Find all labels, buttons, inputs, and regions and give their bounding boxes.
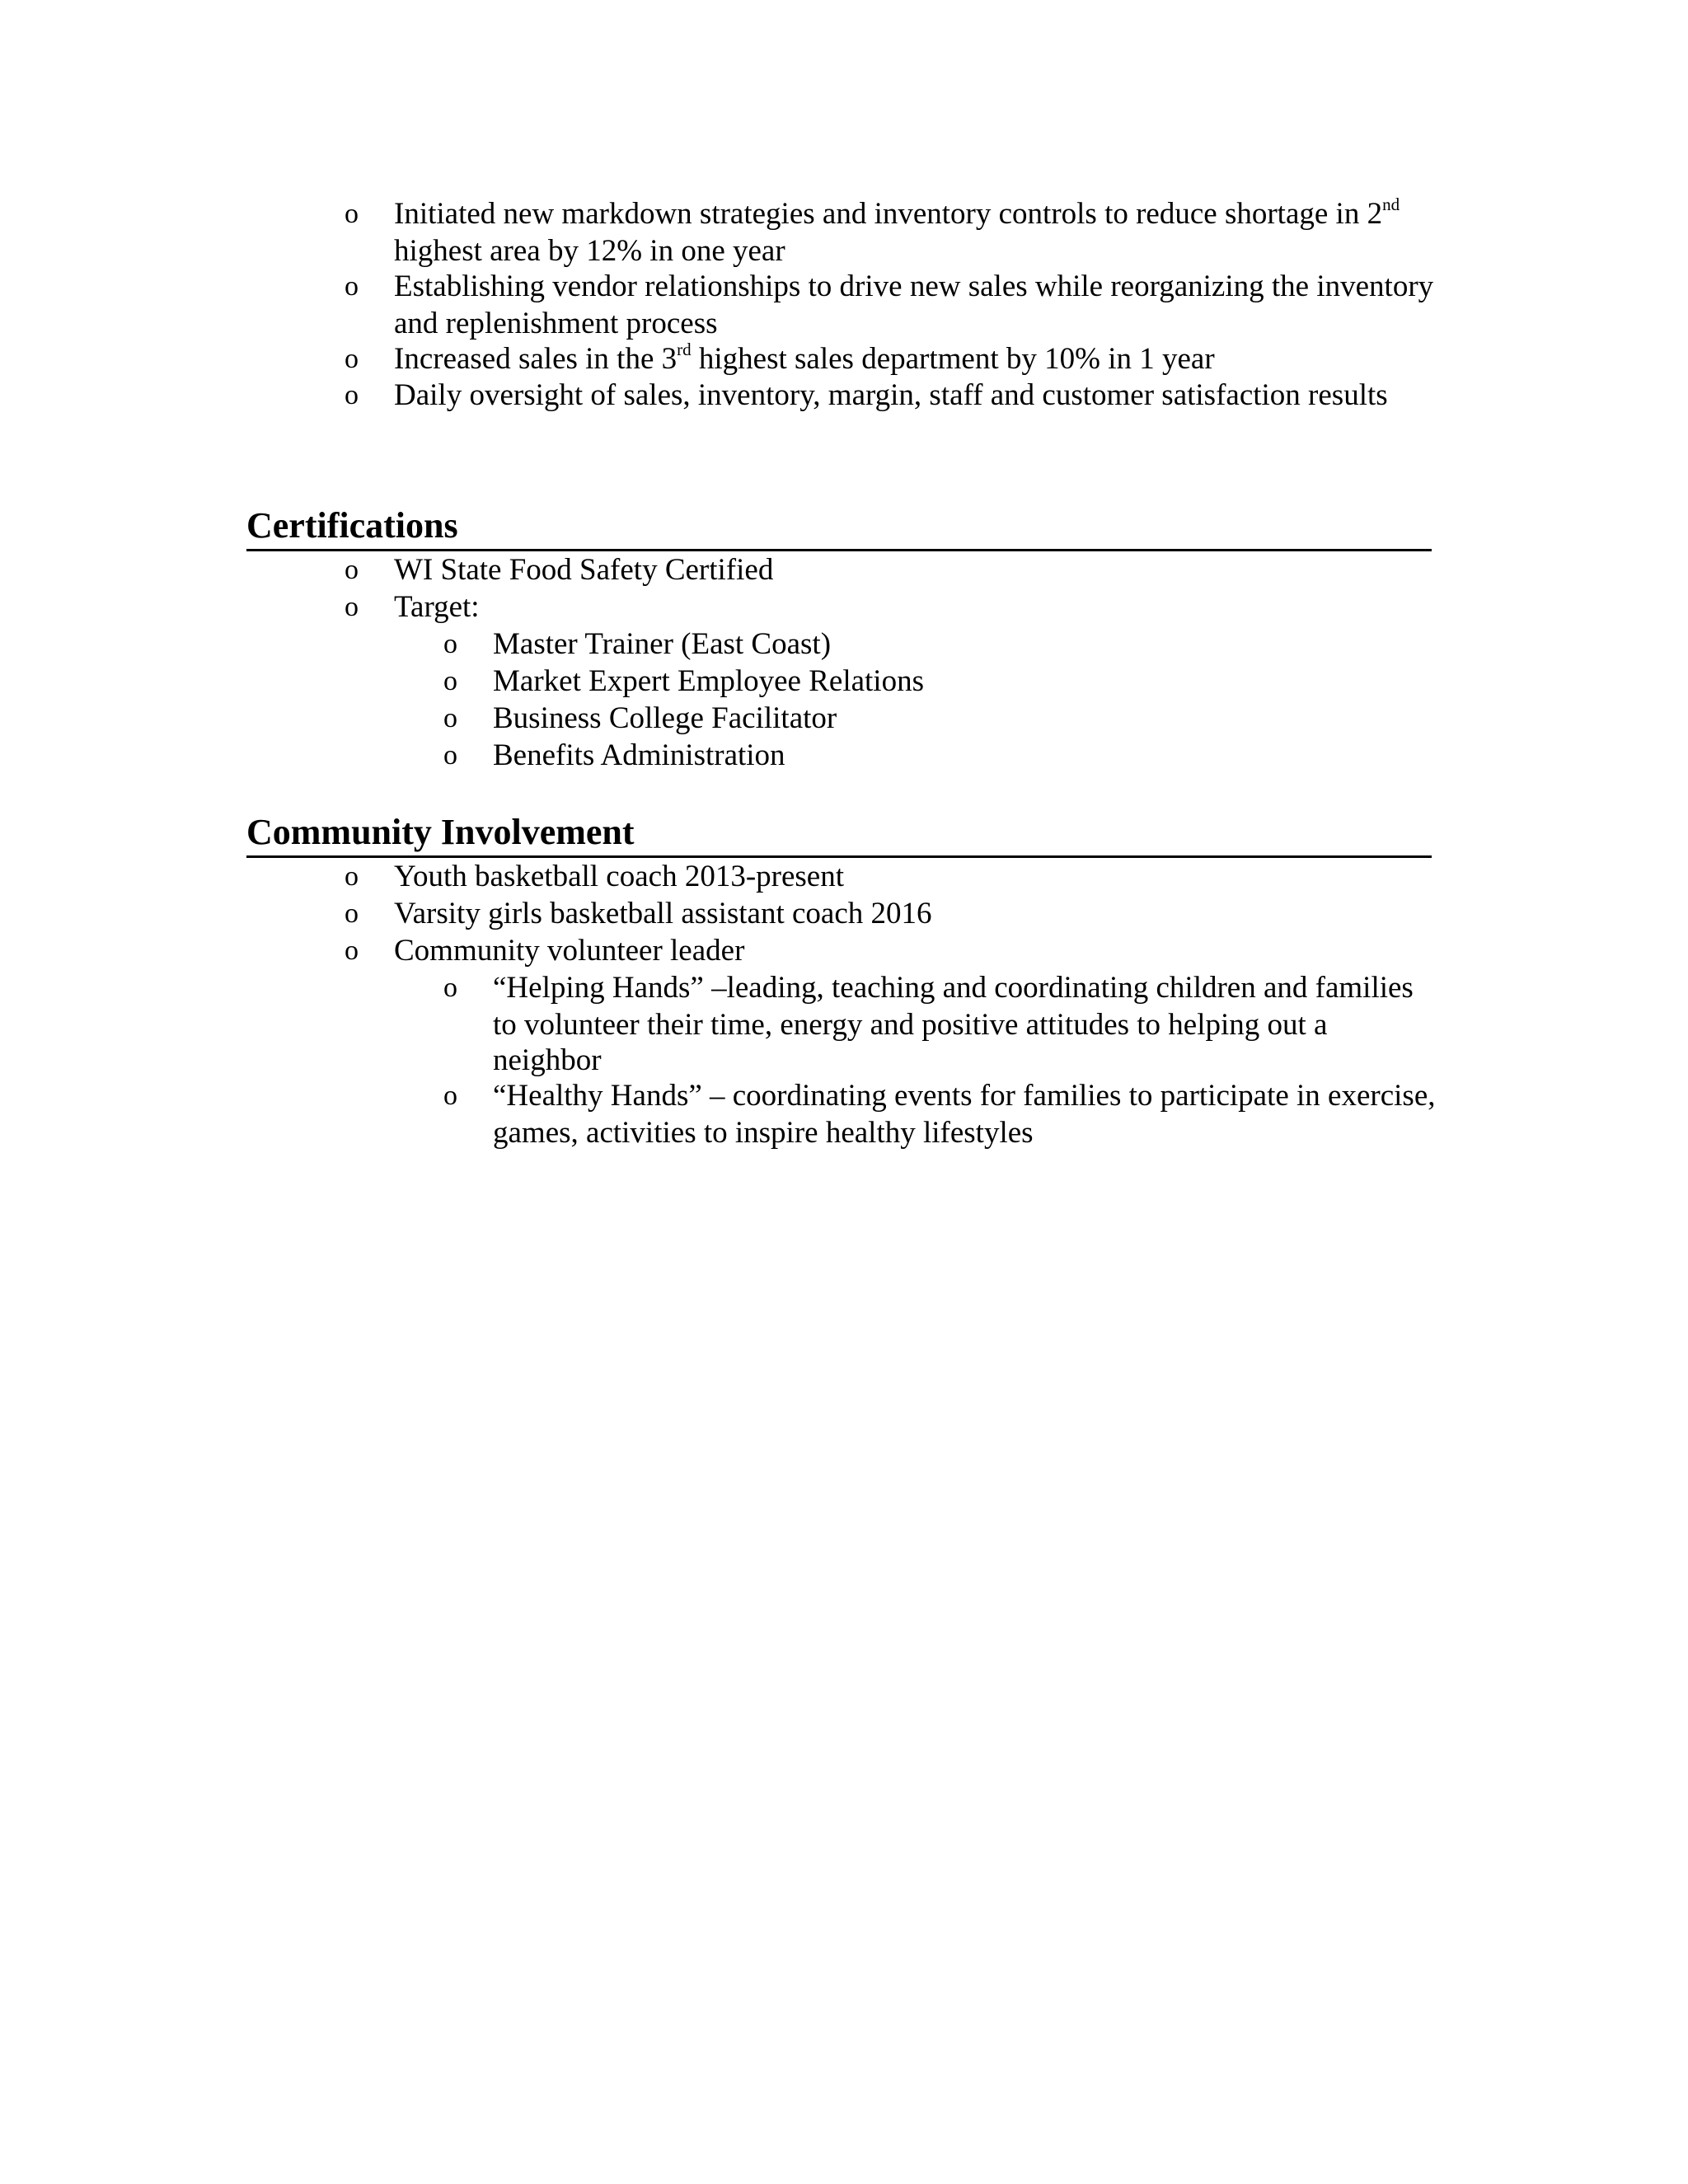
experience-bullet-line: highest area by 12% in one year — [394, 234, 785, 268]
community-subitem-line: neighbor — [493, 1043, 602, 1077]
experience-bullet-line: Daily oversight of sales, inventory, margin, staff and customer satisfaction results — [394, 378, 1388, 412]
list-bullet: o — [345, 898, 359, 929]
section-divider — [246, 855, 1432, 858]
experience-bullet-line: Initiated new markdown strategies and inventory controls to reduce shortage in 2nd — [394, 194, 1400, 231]
list-bullet: o — [345, 555, 359, 585]
community-subitem-line: games, activities to inspire healthy lifestyles — [493, 1116, 1034, 1150]
experience-bullet-line: Establishing vendor relationships to drive new sales while reorganizing the inventory — [394, 269, 1434, 303]
certification-subitem: Benefits Administration — [493, 738, 785, 772]
community-subitem-line: “Healthy Hands” – coordinating events for families to participate in exercise, — [493, 1079, 1436, 1113]
section-divider — [246, 549, 1432, 551]
experience-bullet-line: and replenishment process — [394, 307, 718, 340]
list-bullet: o — [345, 861, 359, 892]
certification-subitem: Market Expert Employee Relations — [493, 664, 924, 698]
list-bullet: o — [345, 271, 359, 302]
certification-subitem: Business College Facilitator — [493, 701, 837, 735]
list-bullet: o — [345, 592, 359, 622]
list-bullet: o — [345, 344, 359, 374]
certifications-heading: Certifications — [246, 505, 458, 546]
community-item: Community volunteer leader — [394, 934, 745, 968]
list-bullet: o — [443, 629, 457, 659]
experience-bullet-line: Increased sales in the 3rd highest sales department by 10% in 1 year — [394, 339, 1215, 376]
list-bullet: o — [345, 935, 359, 966]
community-item: Varsity girls basketball assistant coach 2016 — [394, 897, 932, 930]
community-item: Youth basketball coach 2013-present — [394, 860, 844, 893]
certifications-section — [246, 505, 1432, 546]
certification-subitem: Master Trainer (East Coast) — [493, 627, 832, 661]
community-section — [246, 812, 1432, 853]
community-subitem-line: to volunteer their time, energy and positive attitudes to helping out a — [493, 1008, 1328, 1042]
list-bullet: o — [443, 1080, 457, 1111]
list-bullet: o — [443, 666, 457, 696]
certification-item: WI State Food Safety Certified — [394, 553, 774, 587]
list-bullet: o — [443, 740, 457, 771]
certification-item: Target: — [394, 590, 480, 624]
community-heading: Community Involvement — [246, 812, 635, 852]
list-bullet: o — [345, 199, 359, 229]
list-bullet: o — [345, 380, 359, 410]
list-bullet: o — [443, 972, 457, 1003]
list-bullet: o — [443, 703, 457, 733]
community-subitem-line: “Helping Hands” –leading, teaching and coordinating children and families — [493, 971, 1414, 1005]
